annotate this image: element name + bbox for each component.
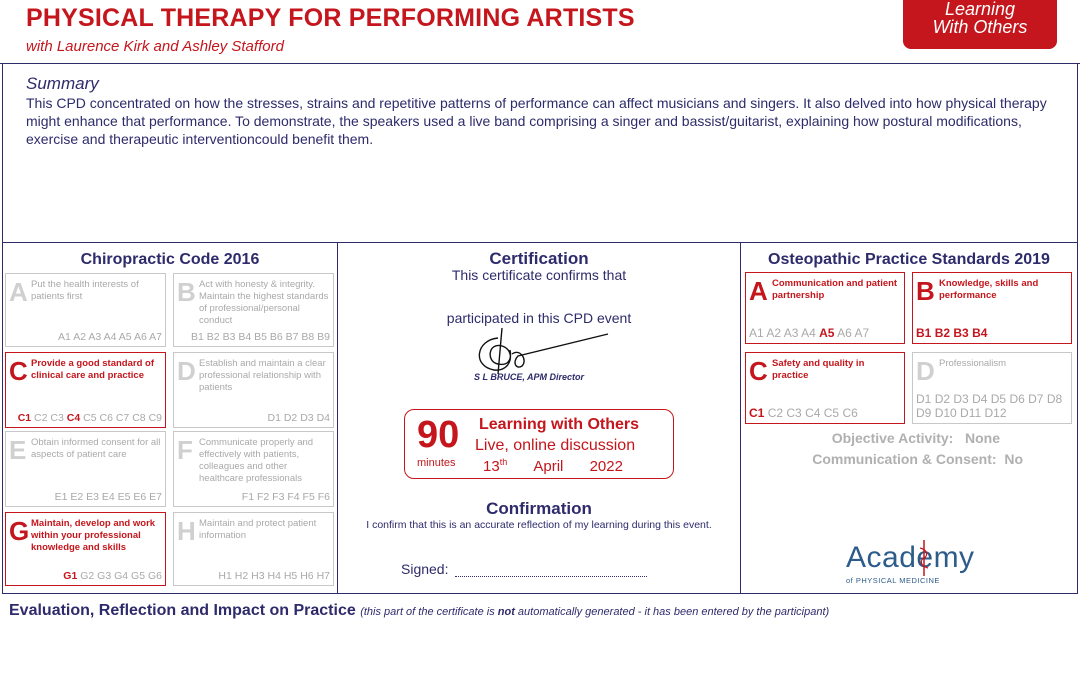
code-item: H3 [251, 570, 265, 582]
badge-line-2: With Others [932, 17, 1028, 37]
code-item: C6 [842, 406, 858, 420]
event-organiser: Learning with Others [479, 416, 640, 433]
code-item: C4 [805, 406, 821, 420]
code-list [242, 491, 330, 503]
evaluation-note [360, 606, 829, 618]
evaluation-heading: Evaluation, Reflection and Impact on Practice [9, 602, 356, 619]
header-divider [0, 63, 1080, 64]
code-item: H7 [316, 570, 330, 582]
code-item: D9 [916, 406, 932, 420]
code-item: C9 [148, 412, 162, 424]
code-item: C3 [50, 412, 64, 424]
code-item: H2 [234, 570, 249, 582]
code-list [749, 406, 903, 420]
event-year: 2022 [589, 458, 623, 475]
code-item: C2 [34, 412, 48, 424]
code-item: B7 [285, 331, 299, 343]
event-day-suffix: th [499, 457, 508, 467]
code-item: G5 [131, 570, 146, 582]
code-item: B2 [934, 326, 951, 340]
director-signature [468, 320, 618, 376]
academy-logo: Academy [846, 541, 975, 574]
code-item: D4 [316, 412, 330, 424]
code-item: A1 [749, 326, 764, 340]
code-list [58, 331, 162, 343]
code-letter: D [916, 356, 935, 386]
code-item: B9 [317, 331, 330, 343]
code-item: C8 [132, 412, 146, 424]
learning-with-others-badge [903, 0, 1057, 49]
signatory-name: S L BRUCE, APM Director [474, 372, 585, 382]
code-item: D6 [1009, 392, 1025, 406]
code-list [63, 570, 162, 582]
consent-label: Communication & Consent: [812, 451, 997, 467]
code-item: D2 [283, 412, 298, 424]
summary-divider [2, 242, 1078, 243]
code-item: A7 [854, 326, 870, 340]
badge-line-1: Learning [944, 0, 1016, 19]
osteo-box-b [912, 272, 1072, 344]
code-item: E4 [101, 491, 115, 503]
code-item: G1 [63, 570, 78, 582]
code-item: A6 [133, 331, 147, 343]
code-description: Act with honesty & integrity. Maintain the highest standards of professional/personal conduct [199, 279, 329, 326]
code-item: C5 [823, 406, 840, 420]
code-item: D3 [300, 412, 314, 424]
caduceus-icon [918, 538, 930, 578]
chiro-box-c [5, 352, 166, 428]
code-description: Communicate properly and effectively with patients, colleagues and other healthcare professionals [199, 437, 314, 484]
code-item: B1 [916, 326, 932, 340]
code-item: F1 [241, 491, 255, 503]
code-item: C2 [767, 406, 784, 420]
certificate-title: PHYSICAL THERAPY FOR PERFORMING ARTISTS [26, 4, 635, 32]
summary-text: This CPD concentrated on how the stresses, strains and repetitive patterns of performance can affect musicians and singers. It also delved into how physical therapy might enhance that performance. To demonstrate, the speakers used a live band comprising a singer and bassist/guitarist, explaining how postural modifications, exercise and therapeutic interventioncould benefit them. [26, 95, 1047, 147]
certification-heading: Certification [489, 249, 589, 268]
code-item: C5 [83, 412, 97, 424]
code-item: E5 [117, 491, 131, 503]
code-description: Knowledge, skills and performance [939, 278, 1039, 301]
code-letter: B [177, 277, 196, 307]
code-item: A2 [73, 331, 87, 343]
code-description: Establish and maintain a clear professional relationship with patients [199, 358, 326, 393]
code-item: D4 [972, 392, 988, 406]
osteo-box-d [912, 352, 1072, 424]
code-item: G4 [114, 570, 129, 582]
minutes-value: 90 [417, 414, 460, 456]
code-item: A4 [801, 326, 816, 340]
code-item: B3 [953, 326, 969, 340]
certification-line-2: participated in this CPD event [446, 310, 632, 326]
code-item: B8 [301, 331, 315, 343]
code-letter: B [916, 276, 935, 306]
code-item: C3 [786, 406, 802, 420]
code-item: E2 [70, 491, 84, 503]
code-item: A5 [819, 326, 835, 340]
code-item: A4 [103, 331, 117, 343]
code-item: E6 [133, 491, 147, 503]
certification-line-1: This certificate confirms that [451, 267, 627, 283]
code-description: Obtain informed consent for all aspects of patient care [31, 437, 161, 460]
code-letter: F [177, 435, 193, 465]
code-item: D1 [916, 392, 932, 406]
event-stamp [404, 409, 674, 479]
summary-heading: Summary [26, 74, 99, 93]
event-type: Live, online discussion [475, 437, 636, 454]
code-item: D5 [990, 392, 1007, 406]
code-item: H5 [283, 570, 298, 582]
code-item: D1 [267, 412, 281, 424]
column-divider-1 [337, 242, 338, 593]
code-list [18, 412, 162, 424]
code-item: A3 [88, 331, 102, 343]
chiro-box-h [173, 512, 334, 586]
code-list [191, 331, 330, 343]
code-item: F2 [256, 491, 270, 503]
code-letter: C [749, 356, 768, 386]
confirmation-text: I confirm that this is an accurate reflection of my learning during this event. [366, 519, 712, 531]
code-description: Safety and quality in practice [772, 358, 865, 381]
code-description: Professionalism [939, 358, 1007, 369]
code-item: D3 [953, 392, 969, 406]
code-item: B1 [191, 331, 204, 343]
chiro-box-g [5, 512, 166, 586]
evaluation-note-pre: (this part of the certificate is [360, 606, 498, 618]
code-item: H1 [218, 570, 232, 582]
code-description: Maintain, develop and work within your professional knowledge and skills [31, 518, 156, 553]
presenters: with Laurence Kirk and Ashley Stafford [26, 38, 284, 55]
minutes-label: minutes [417, 457, 456, 469]
academy-subtitle: of PHYSICAL MEDICINE [846, 576, 940, 585]
code-item: B5 [254, 331, 267, 343]
chiro-box-e [5, 431, 166, 507]
code-item: D10 [934, 406, 957, 420]
code-item: F4 [287, 491, 300, 503]
code-item: C7 [115, 412, 130, 424]
code-item: G6 [147, 570, 162, 582]
evaluation-note-post: automatically generated - it has been entered by the participant) [514, 606, 830, 618]
code-description: Maintain and protect patient information [199, 518, 317, 541]
code-item: G3 [97, 570, 112, 582]
code-list [916, 326, 1070, 340]
event-day: 13 [483, 458, 500, 475]
signature-field[interactable] [455, 576, 647, 577]
evaluation-section [9, 602, 829, 620]
code-letter: E [9, 435, 27, 465]
osteo-box-c [745, 352, 905, 424]
code-list [218, 570, 330, 582]
code-item: A3 [783, 326, 799, 340]
code-item: G2 [80, 570, 95, 582]
code-item: A5 [118, 331, 132, 343]
chiro-box-a [5, 273, 166, 347]
code-description: Put the health interests of patients first [31, 279, 139, 302]
code-item: C6 [99, 412, 113, 424]
column-divider-2 [740, 242, 741, 593]
code-item: C1 [749, 406, 765, 420]
code-item: B4 [238, 331, 252, 343]
chiro-box-d [173, 352, 334, 428]
code-item: E3 [86, 491, 99, 503]
objective-label: Objective Activity: [831, 430, 954, 446]
objective-value: None [965, 430, 1000, 446]
code-item: A6 [837, 326, 852, 340]
bottom-divider [2, 593, 1078, 594]
code-list [55, 491, 162, 503]
code-description: Provide a good standard of clinical care and practice [31, 358, 154, 381]
left-border [2, 63, 3, 594]
code-item: H6 [300, 570, 314, 582]
confirmation-heading: Confirmation [486, 499, 592, 518]
code-letter: G [9, 516, 30, 546]
signed-label: Signed: [401, 561, 449, 577]
code-item: D7 [1028, 392, 1044, 406]
code-letter: A [9, 277, 28, 307]
code-item: A1 [58, 331, 71, 343]
code-letter: A [749, 276, 768, 306]
osteopathic-heading: Osteopathic Practice Standards 2019 [768, 251, 1050, 268]
code-letter: H [177, 516, 196, 546]
code-item: A7 [149, 331, 162, 343]
communication-consent [760, 451, 1023, 467]
objective-activity [760, 430, 1000, 446]
evaluation-note-bold: not [497, 606, 515, 618]
code-letter: C [9, 356, 28, 386]
code-item: E1 [54, 491, 68, 503]
code-item: D2 [934, 392, 951, 406]
code-item: C1 [17, 412, 32, 424]
code-item: F5 [302, 491, 315, 503]
code-item: B4 [972, 326, 988, 340]
code-item: D8 [1046, 392, 1063, 406]
right-border [1077, 63, 1078, 594]
code-item: D11 [960, 406, 982, 420]
code-item: F6 [317, 491, 330, 503]
event-date [483, 457, 623, 475]
code-list [749, 326, 903, 340]
code-list [916, 392, 1070, 420]
event-month: April [533, 458, 564, 475]
osteo-box-a [745, 272, 905, 344]
code-item: E7 [149, 491, 162, 503]
code-item: D12 [984, 406, 1007, 420]
code-item: A2 [766, 326, 782, 340]
consent-value: No [1004, 451, 1023, 467]
code-letter: D [177, 356, 196, 386]
code-item: B2 [206, 331, 220, 343]
code-item: F3 [272, 491, 285, 503]
code-item: C4 [66, 412, 81, 424]
code-list [267, 412, 330, 424]
code-description: Communication and patient partnership [772, 278, 898, 301]
chiro-box-f [173, 431, 334, 507]
code-item: B6 [269, 331, 283, 343]
code-item: H4 [267, 570, 281, 582]
chiropractic-heading: Chiropractic Code 2016 [80, 251, 260, 268]
code-item: B3 [222, 331, 236, 343]
chiro-box-b [173, 273, 334, 347]
